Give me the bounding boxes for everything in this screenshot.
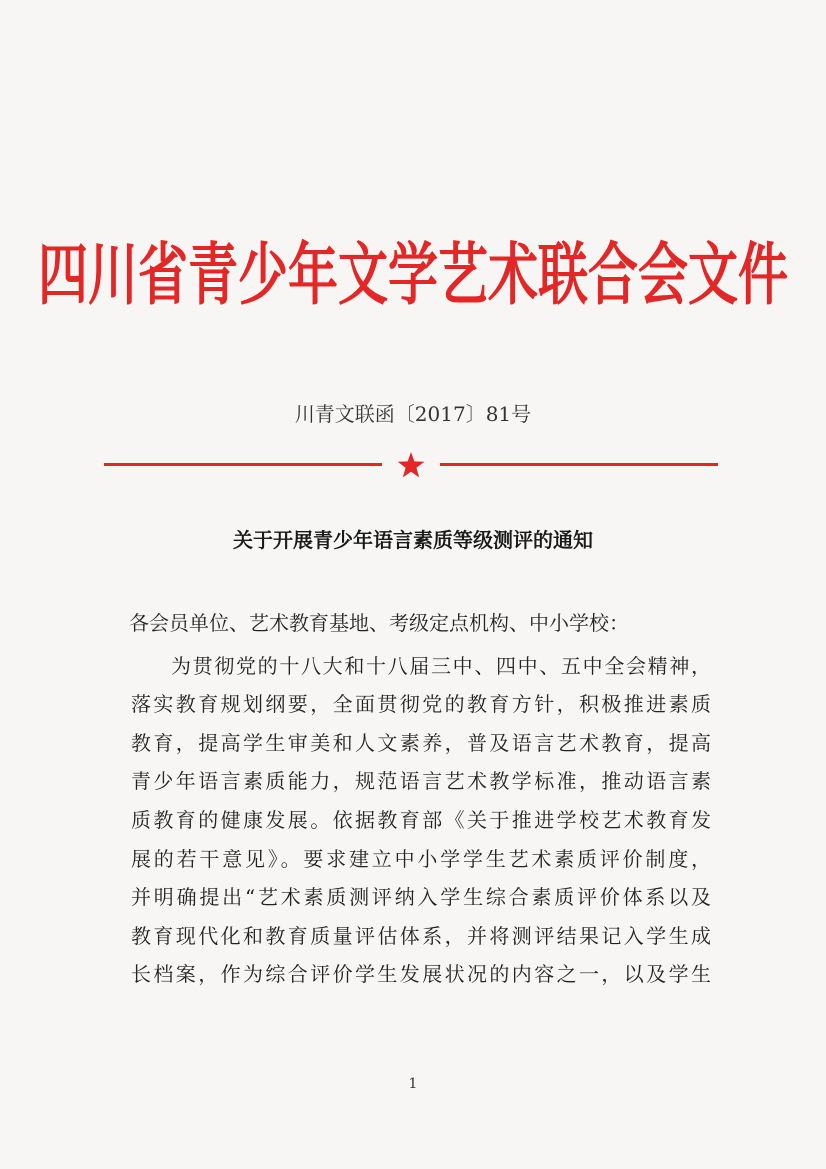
notice-title: 关于开展青少年语言素质等级测评的通知 <box>233 528 593 552</box>
body-line: 教育，提高学生审美和人文素养，普及语言艺术教育，提高 <box>131 730 711 755</box>
body-line: 落实教育规划纲要，全面贯彻党的教育方针，积极推进素质 <box>131 692 711 717</box>
body-line: 并明确提出“艺术素质测评纳入学生综合素质评价体系以及 <box>131 885 711 910</box>
body-line: 长档案，作为综合评价学生发展状况的内容之一，以及学生 <box>131 962 711 987</box>
page-number: 1 <box>408 1076 418 1092</box>
document-header-title: 四川省青少年文学艺术联合会文件 <box>38 234 788 315</box>
body-line: 为贯彻党的十八大和十八届三中、四中、五中全会精神， <box>171 653 711 678</box>
divider-line-right <box>440 463 718 466</box>
body-line: 质教育的健康发展。依据教育部《关于推进学校艺术教育发 <box>131 807 711 832</box>
body-line: 青少年语言素质能力，规范语言艺术教学标准，推动语言素 <box>131 769 711 794</box>
body-line: 展的若干意见》。要求建立中小学学生艺术素质评价制度， <box>131 846 711 871</box>
divider-line-left <box>104 463 382 466</box>
body-line: 教育现代化和教育质量评估体系，并将测评结果记入学生成 <box>131 923 711 948</box>
document-number: 川青文联函〔2017〕81号 <box>294 402 532 426</box>
notice-body <box>131 604 711 994</box>
star-icon <box>397 452 425 478</box>
header-divider <box>104 452 718 476</box>
salutation: 各会员单位、艺术教育基地、考级定点机构、中小学校： <box>129 611 629 635</box>
